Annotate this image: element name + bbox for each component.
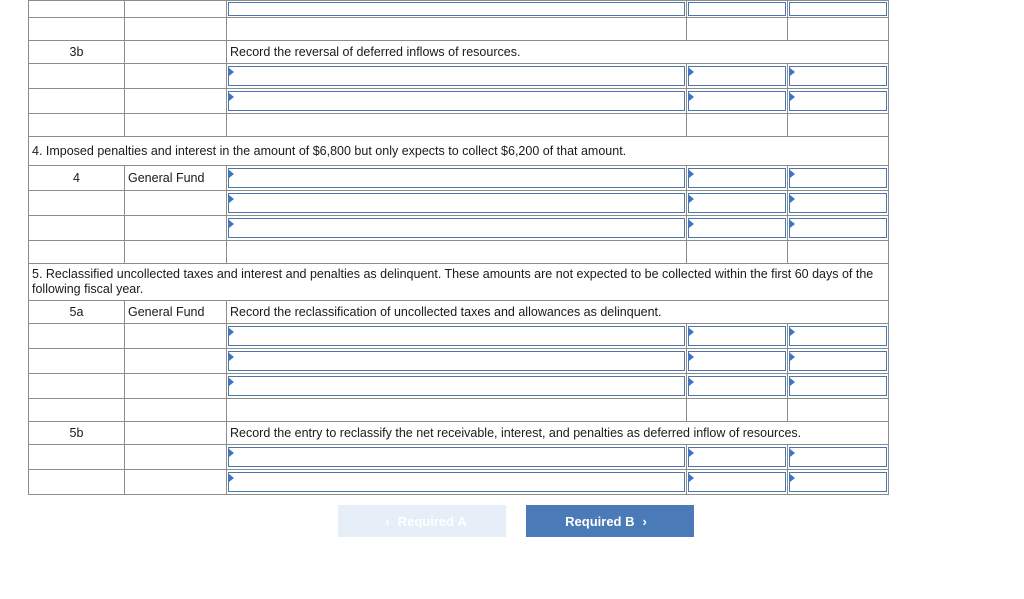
credit-input[interactable] [789,2,887,16]
table-row [29,470,889,495]
chevron-right-icon: › [642,513,647,529]
dropdown-arrow-icon [790,353,795,361]
credit-input[interactable] [789,376,887,396]
dropdown-arrow-icon [790,378,795,386]
credit-input[interactable] [789,193,887,213]
dropdown-arrow-icon [229,93,234,101]
dropdown-arrow-icon [689,93,694,101]
credit-input[interactable] [789,91,887,111]
chevron-left-icon: ‹ [385,513,390,529]
table-row [29,64,889,89]
account-input[interactable] [228,2,685,16]
table-row [29,166,889,191]
entry-description: Record the reclassification of uncollected taxes and allowances as delinquent. [227,301,889,324]
transaction-note: 5. Reclassified uncollected taxes and interest and penalties as delinquent. These amounts are not expected to be collected within the first 60 days of the following fiscal year. [29,264,889,301]
entry-number: 4 [29,166,125,191]
table-row [29,264,889,301]
required-b-button[interactable] [526,505,694,537]
required-b-label: Required B [565,513,635,529]
account-input[interactable] [228,218,685,238]
debit-input[interactable] [688,326,786,346]
table-row [29,89,889,114]
dropdown-arrow-icon [689,378,694,386]
credit-input[interactable] [789,326,887,346]
dropdown-arrow-icon [790,68,795,76]
dropdown-arrow-icon [229,195,234,203]
table-row [29,114,889,137]
debit-input[interactable] [688,168,786,188]
required-a-label: Required A [397,513,467,529]
dropdown-arrow-icon [790,449,795,457]
account-input[interactable] [228,326,685,346]
debit-input[interactable] [688,91,786,111]
account-input[interactable] [228,351,685,371]
account-input[interactable] [228,193,685,213]
table-row [29,399,889,422]
table-row [29,301,889,324]
credit-input[interactable] [789,447,887,467]
dropdown-arrow-icon [229,449,234,457]
dropdown-arrow-icon [229,378,234,386]
debit-input[interactable] [688,193,786,213]
dropdown-arrow-icon [790,93,795,101]
dropdown-arrow-icon [689,353,694,361]
table-row [29,241,889,264]
entry-number: 3b [29,41,125,64]
debit-input[interactable] [688,2,786,16]
account-input[interactable] [228,91,685,111]
table-row [29,374,889,399]
dropdown-arrow-icon [229,68,234,76]
credit-input[interactable] [789,472,887,492]
dropdown-arrow-icon [790,170,795,178]
dropdown-arrow-icon [790,328,795,336]
account-input[interactable] [228,168,685,188]
dropdown-arrow-icon [689,220,694,228]
table-row [29,349,889,374]
debit-input[interactable] [688,376,786,396]
dropdown-arrow-icon [689,68,694,76]
table-row [29,324,889,349]
table-row [29,191,889,216]
dropdown-arrow-icon [790,474,795,482]
table-row [29,137,889,166]
dropdown-arrow-icon [229,170,234,178]
table-row [29,216,889,241]
required-a-button[interactable] [338,505,506,537]
credit-input[interactable] [789,351,887,371]
entry-description: Record the entry to reclassify the net receivable, interest, and penalties as deferred inflow of resources. [227,422,889,445]
account-input[interactable] [228,66,685,86]
debit-input[interactable] [688,218,786,238]
dropdown-arrow-icon [790,220,795,228]
credit-input[interactable] [789,66,887,86]
dropdown-arrow-icon [229,220,234,228]
credit-input[interactable] [789,218,887,238]
dropdown-arrow-icon [229,328,234,336]
entry-number: 5a [29,301,125,324]
entry-number: 5b [29,422,125,445]
debit-input[interactable] [688,472,786,492]
fund-name: General Fund [125,166,227,191]
dropdown-arrow-icon [229,353,234,361]
table-row [29,445,889,470]
journal-entry-grid [28,0,888,495]
credit-input[interactable] [789,168,887,188]
debit-input[interactable] [688,351,786,371]
dropdown-arrow-icon [689,328,694,336]
dropdown-arrow-icon [689,449,694,457]
dropdown-arrow-icon [689,195,694,203]
fund-name: General Fund [125,301,227,324]
account-input[interactable] [228,447,685,467]
debit-input[interactable] [688,447,786,467]
debit-input[interactable] [688,66,786,86]
dropdown-arrow-icon [790,195,795,203]
transaction-note: 4. Imposed penalties and interest in the amount of $6,800 but only expects to collect $6,200 of that amount. [29,137,889,166]
account-input[interactable] [228,376,685,396]
dropdown-arrow-icon [229,474,234,482]
dropdown-arrow-icon [689,170,694,178]
dropdown-arrow-icon [689,474,694,482]
table-row [29,18,889,41]
table-row [29,422,889,445]
table-row [29,41,889,64]
table-row [29,1,889,18]
account-input[interactable] [228,472,685,492]
entry-description: Record the reversal of deferred inflows of resources. [227,41,889,64]
